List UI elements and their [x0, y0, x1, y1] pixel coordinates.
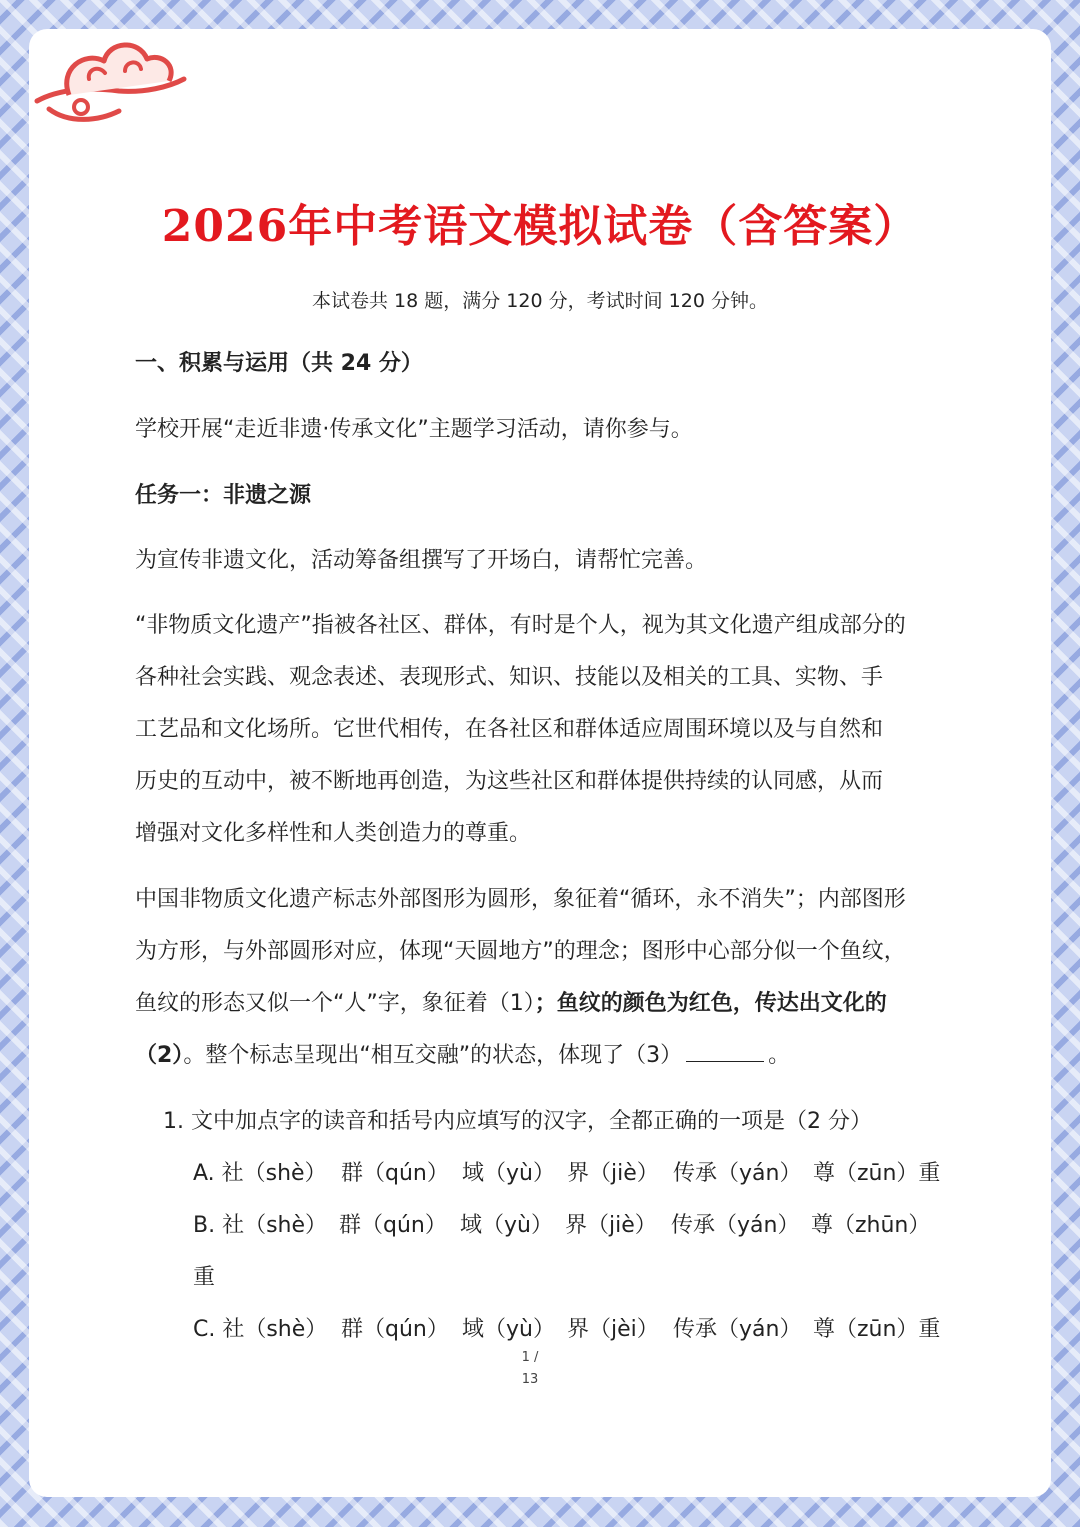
paragraph-text: 。整个标志呈现出“相互交融”的状态，体现了（3） — [183, 1043, 683, 1068]
section-heading: 一、积累与运用（共 24 分） — [135, 351, 423, 376]
paragraph-line — [135, 1041, 955, 1071]
option-item: C. 社（shè） — [193, 1317, 328, 1342]
task-instruction: 为宣传非遗文化，活动筹备组撰写了开场白，请帮忙完善。 — [135, 548, 708, 573]
option-item: 域（yù） — [460, 1213, 553, 1238]
task-heading: 任务一：非遗之源 — [135, 483, 312, 508]
option-item: 界（jèi） — [567, 1317, 659, 1342]
page-title: 2026年中考语文模拟试卷（含答案） — [161, 201, 919, 252]
option-item: 群（qún） — [341, 1161, 449, 1186]
option-item: 界（jiè） — [565, 1213, 657, 1238]
paragraph-line — [135, 989, 955, 1019]
paragraph-text: 。 — [768, 1043, 791, 1068]
option-item: 界（jiè） — [567, 1161, 659, 1186]
option-item: 群（qún） — [339, 1213, 447, 1238]
paragraph-line: 为方形，与外部圆形对应，体现“天圆地方”的理念；图形中心部分似一个鱼纹， — [135, 939, 906, 964]
auspicious-cloud-icon — [29, 29, 189, 139]
exam-info: 本试卷共 18 题，满分 120 分，考试时间 120 分钟。 — [312, 290, 768, 312]
option-item: 尊（zūn）重 — [813, 1317, 941, 1342]
page-number-current: 1 / — [521, 1350, 539, 1365]
option-item: B. 社（shè） — [193, 1213, 328, 1238]
option-item: 域（yù） — [462, 1317, 555, 1342]
option-item: 传承（yán） — [673, 1317, 802, 1342]
paragraph-bold-text: （2） — [135, 1043, 184, 1068]
paragraph-bold-text: ；鱼纹的颜色为红色，传达出文化的 — [534, 991, 887, 1016]
option-item: 群（qún） — [341, 1317, 449, 1342]
option-item: 尊（zhūn） — [811, 1213, 931, 1238]
option-item: 重 — [193, 1265, 216, 1290]
paragraph-line: 中国非物质文化遗产标志外部图形为圆形，象征着“循环，永不消失”；内部图形 — [135, 887, 906, 912]
section-intro: 学校开展“走近非遗·传承文化”主题学习活动，请你参与。 — [135, 417, 693, 442]
option-item: 域（yù） — [462, 1161, 555, 1186]
page-number-total: 13 — [521, 1372, 539, 1387]
option-item: 尊（zūn）重 — [813, 1161, 941, 1186]
option-item: 传承（yán） — [671, 1213, 800, 1238]
fill-in-blank — [686, 1041, 764, 1062]
paragraph-line: 历史的互动中，被不断地再创造，为这些社区和群体提供持续的认同感，从而 — [135, 769, 884, 794]
paragraph-line: “非物质文化遗产”指被各社区、群体，有时是个人，视为其文化遗产组成部分的 — [135, 613, 906, 638]
option-item: A. 社（shè） — [193, 1161, 327, 1186]
option-item: 传承（yán） — [673, 1161, 802, 1186]
paragraph-line: 增强对文化多样性和人类创造力的尊重。 — [135, 821, 532, 846]
paragraph-line: 各种社会实践、观念表述、表现形式、知识、技能以及相关的工具、实物、手 — [135, 665, 884, 690]
question-stem: 1. 文中加点字的读音和括号内应填写的汉字，全都正确的一项是（2 分） — [163, 1109, 872, 1134]
paragraph-text: 鱼纹的形态又似一个“人”字，象征着（1） — [135, 991, 535, 1016]
paragraph-line: 工艺品和文化场所。它世代相传，在各社区和群体适应周围环境以及与自然和 — [135, 717, 884, 742]
